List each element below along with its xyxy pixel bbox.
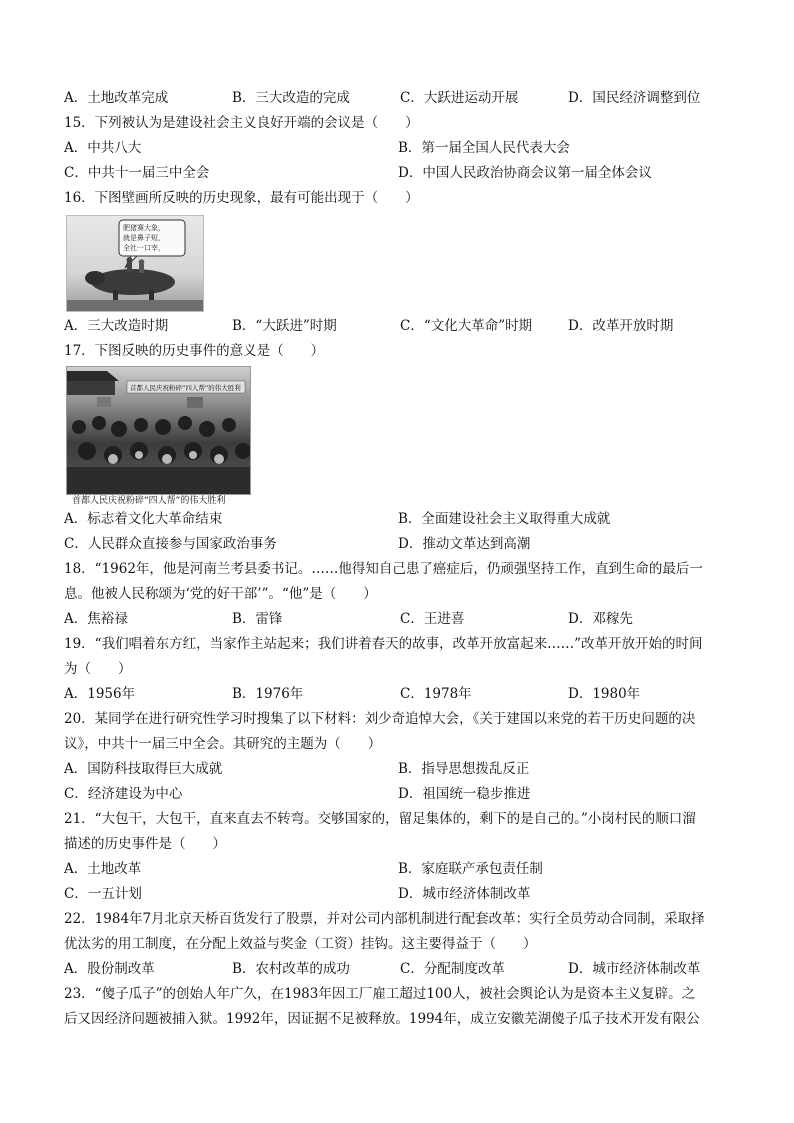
q20-option-d[interactable]: D．祖国统一稳步推进 xyxy=(398,786,531,802)
bubble-line-1: 肥猪赛大象， xyxy=(123,224,165,232)
exam-page xyxy=(64,86,734,1032)
q21-option-b[interactable]: B．家庭联产承包责任制 xyxy=(398,861,543,877)
q17-option-d[interactable]: D．推动文革达到高潮 xyxy=(398,536,531,552)
q20-option-a[interactable]: A．国防科技取得巨大成就 xyxy=(64,761,223,777)
q20-options-row1 xyxy=(64,757,734,782)
q21-option-c[interactable]: C．一五计划 xyxy=(64,886,142,902)
q14-option-b[interactable]: B．三大改造的完成 xyxy=(232,90,350,106)
q18-option-c[interactable]: C．王进喜 xyxy=(400,611,465,627)
q20-stem-line-2: 议》，中共十一届三中全会。其研究的主题为（ ） xyxy=(64,736,382,752)
q16-options xyxy=(64,314,734,339)
q18-option-b[interactable]: B．雷锋 xyxy=(232,611,283,627)
q22-option-a[interactable]: A．股份制改革 xyxy=(64,961,155,977)
q17-option-a[interactable]: A．标志着文化大革命结束 xyxy=(64,511,223,527)
q21-option-a[interactable]: A．土地改革 xyxy=(64,861,142,877)
pig-mural-drawing xyxy=(67,216,203,311)
q17-options-row1 xyxy=(64,507,734,532)
q14-option-c[interactable]: C．大跃进运动开展 xyxy=(400,90,519,106)
q15-option-c[interactable]: C．中共十一届三中全会 xyxy=(64,165,210,181)
q19-option-b[interactable]: B．1976年 xyxy=(232,686,304,702)
q21-options-row1 xyxy=(64,857,734,882)
q20-stem-line-1: 20．某同学在进行研究性学习时搜集了以下材料：刘少奇追悼大会，《关于建国以来党的若干历史问题的决 xyxy=(64,711,696,727)
banner-text: 首都人民庆祝粉碎“四人帮”的伟大胜利 xyxy=(130,384,241,392)
q23-stem-line-2: 后又因经济问题被捕入狱。1992年，因证据不足被释放。1994年，成立安徽芜湖傻子瓜子技术开发有限公 xyxy=(64,1011,700,1027)
q21-option-d[interactable]: D．城市经济体制改革 xyxy=(398,886,531,902)
q16-stem: 16．下图壁画所反映的历史现象，最有可能出现于（ ） xyxy=(64,190,419,206)
q21-options-row2 xyxy=(64,882,734,907)
q17-option-b[interactable]: B．全面建设社会主义取得重大成就 xyxy=(398,511,611,527)
q18-options xyxy=(64,607,734,632)
q17-stem: 17．下图反映的历史事件的意义是（ ） xyxy=(64,343,325,359)
q18-stem-line-2: 息。他被人民称颂为‘党的好干部’”。“他”是（ ） xyxy=(64,586,377,602)
q22-stem-line-2: 优汰劣的用工制度，在分配上效益与奖金（工资）挂钩。这主要得益于（ ） xyxy=(64,936,537,952)
q15-options-row2 xyxy=(64,161,734,186)
q17-option-c[interactable]: C．人民群众直接参与国家政治事务 xyxy=(64,536,277,552)
q15-option-b[interactable]: B．第一届全国人民代表大会 xyxy=(398,140,570,156)
q19-option-a[interactable]: A．1956年 xyxy=(64,686,136,702)
q19-option-c[interactable]: C．1978年 xyxy=(400,686,472,702)
q14-option-d[interactable]: D．国民经济调整到位 xyxy=(568,90,701,106)
q15-options-row1 xyxy=(64,136,734,161)
q14-options xyxy=(64,86,734,111)
q19-option-d[interactable]: D．1980年 xyxy=(568,686,641,702)
celebration-crowd-photo xyxy=(67,367,250,494)
q14-option-a[interactable]: A．土地改革完成 xyxy=(64,90,169,106)
q16-option-c[interactable]: C．“文化大革命”时期 xyxy=(400,318,533,334)
q22-options xyxy=(64,957,734,982)
q19-stem-line-2: 为（ ） xyxy=(64,661,132,677)
q19-stem-line-1: 19．“我们唱着东方红，当家作主站起来；我们讲着春天的故事，改革开放富起来……”改革开放开始的时间 xyxy=(64,636,703,652)
q15-option-a[interactable]: A．中共八大 xyxy=(64,140,142,156)
q16-option-b[interactable]: B．“大跃进”时期 xyxy=(232,318,337,334)
q21-stem-line-1: 21．“大包干，大包干，直来直去不转弯。交够国家的，留足集体的，剩下的是自己的。”小岗村民的顺口溜 xyxy=(64,811,696,827)
q16-mural-image xyxy=(64,215,734,312)
q20-option-b[interactable]: B．指导思想拨乱反正 xyxy=(398,761,530,777)
q21-stem-line-2: 描述的历史事件是（ ） xyxy=(64,836,226,852)
q20-options-row2 xyxy=(64,782,734,807)
q18-option-a[interactable]: A．焦裕禄 xyxy=(64,611,128,627)
q15-stem: 15．下列被认为是建设社会主义良好开端的会议是（ ） xyxy=(64,115,419,131)
bubble-line-2: 就是鼻子短， xyxy=(123,234,165,242)
q20-option-c[interactable]: C．经济建设为中心 xyxy=(64,786,183,802)
q22-stem-line-1: 22．1984年7月北京天桥百货发行了股票，并对公司内部机制进行配套改革：实行全员劳动合同制，采取择 xyxy=(64,911,705,927)
q18-stem-line-1: 18．“1962年，他是河南兰考县委书记。……他得知自己患了癌症后，仍顽强坚持工作，直到生命的最后一 xyxy=(64,561,703,577)
q16-option-a[interactable]: A．三大改造时期 xyxy=(64,318,169,334)
q23-stem-line-1: 23．“傻子瓜子”的创始人年广久，在1983年因工厂雇工超过100人，被社会舆论认为是资本主义复辟。之 xyxy=(64,986,696,1002)
q18-option-d[interactable]: D．邓稼先 xyxy=(568,611,633,627)
q17-options-row2 xyxy=(64,532,734,557)
q19-options xyxy=(64,682,734,707)
q22-option-b[interactable]: B．农村改革的成功 xyxy=(232,961,350,977)
q22-option-d[interactable]: D．城市经济体制改革 xyxy=(568,961,701,977)
q15-option-d[interactable]: D．中国人民政治协商会议第一届全体会议 xyxy=(398,165,652,181)
bubble-line-3: 全社一口宰， xyxy=(123,244,165,252)
q16-option-d[interactable]: D．改革开放时期 xyxy=(568,318,674,334)
q17-photo xyxy=(64,366,734,507)
q17-photo-caption: 首都人民庆祝粉碎“四人帮”的伟大胜利 xyxy=(72,496,226,506)
q22-option-c[interactable]: C．分配制度改革 xyxy=(400,961,505,977)
